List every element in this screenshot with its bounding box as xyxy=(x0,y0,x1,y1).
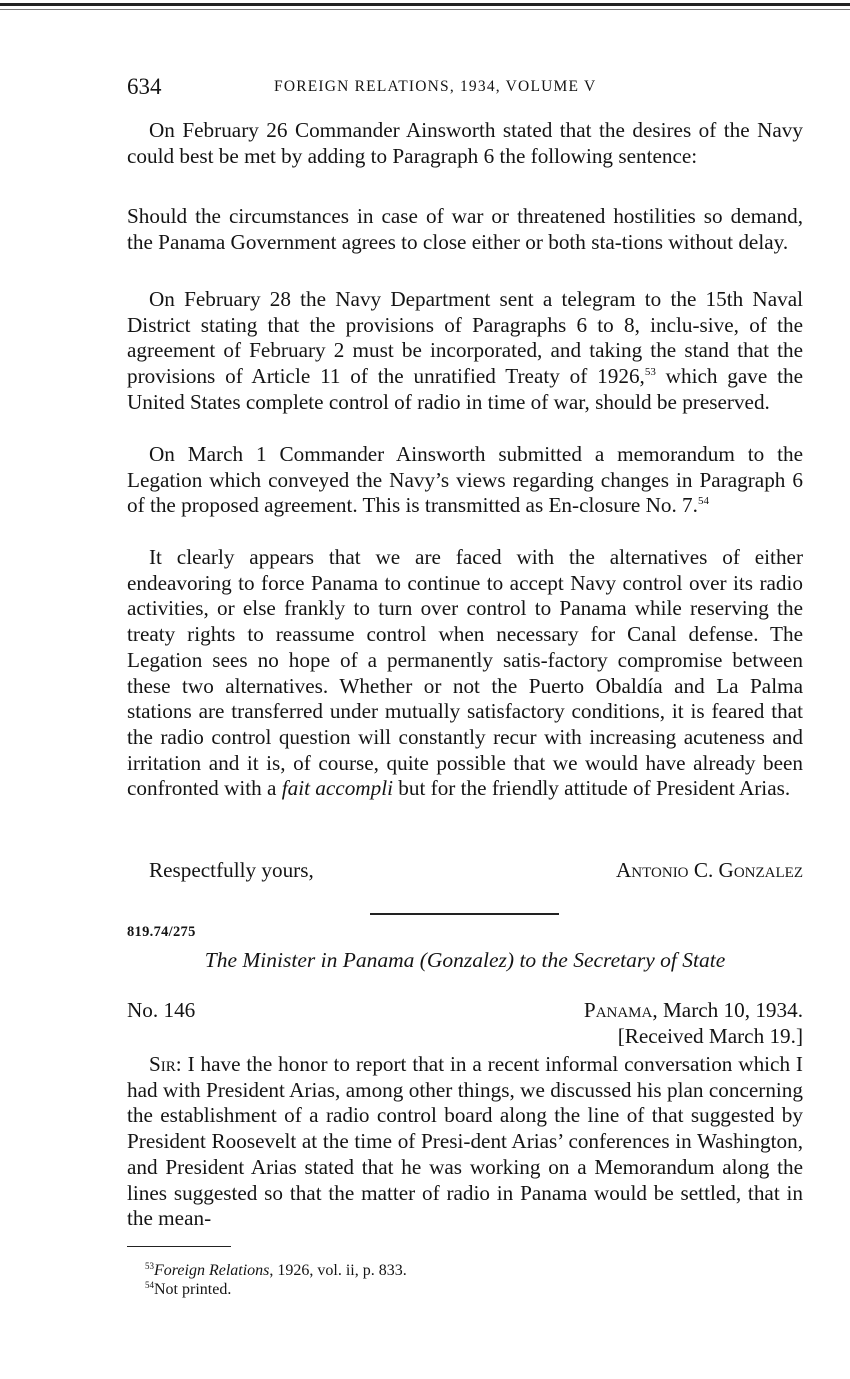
salutation: Sir xyxy=(149,1052,176,1076)
page-number: 634 xyxy=(127,74,162,99)
dateline-place: Panama xyxy=(583,998,653,1022)
footnote-53: $^{53}$Foreign Relations, 1926, vol. ii, p. 833. xyxy=(145,1261,407,1279)
footnote-ref-53[interactable]: 53 xyxy=(644,366,656,379)
letter-body: Sir: I have the honor to report that in a recent informal conversation which I had with President Arias, among other things, we discussed his plan concerning the establishment of a radio control board along the line of that suggested by President Roosevelt at the time of Presi-dent Arias’ conferences in Washington, and President Arias stated that he was working on a Memorandum along the lines suggested so that the matter of radio in Panama would be settled, that in the mean- xyxy=(127,1052,803,1231)
footnote-54: $^{54}$Not printed. xyxy=(145,1280,232,1298)
running-header xyxy=(127,74,803,102)
top-border-rule-thin xyxy=(0,9,850,10)
signature: Antonio C. Gonzalez xyxy=(616,858,803,882)
section-divider xyxy=(370,913,559,915)
footnote-rule xyxy=(127,1246,231,1247)
dateline xyxy=(584,998,803,1049)
paragraph-5: It clearly appears that we are faced with the alternatives of either endeavoring to force Panama to continue to accept Navy control over its radio activities, or else frankly to turn over control to Panama while reserving the treaty rights to reassume control when necessary for Canal defense. The Legation sees no hope of a permanently satis-factory compromise between these two alternatives. Whether or not the Puerto Obaldía and La Palma stations are transferred under mutually satisfactory conditions, it is feared that the radio control question will constantly recur with increasing acuteness and irritation and it is, of course, quite possible that we would have already been confronted with a fait accompli but for the friendly attitude of President Arias. xyxy=(127,545,803,801)
file-number: 819.74/275 xyxy=(127,924,196,940)
top-border-rule xyxy=(0,3,850,6)
document-title: The Minister in Panama (Gonzalez) to the Secretary of State xyxy=(204,948,726,972)
closing: Respectfully yours, xyxy=(149,858,314,882)
footnotes xyxy=(145,1261,407,1299)
signoff xyxy=(127,858,803,884)
running-title: FOREIGN RELATIONS, 1934, VOLUME V xyxy=(274,78,597,95)
document-number: No. 146 xyxy=(127,998,196,1022)
received-note: [Received March 19.] xyxy=(617,1023,803,1048)
dateline-date: , March 10, 1934. xyxy=(652,998,803,1022)
italic-phrase: fait accompli xyxy=(281,776,393,801)
footnote-ref-54[interactable]: 54 xyxy=(697,495,709,508)
paragraph-3: On February 28 the Navy Department sent a telegram to the 15th Naval District stating that the provisions of Paragraphs 6 to 8, inclu-sive, of the agreement of February 2 must be incorporated, and taking the stand that the provisions of Article 11 of the unratified Treaty of 1926,53 which gave the United States complete control of radio in time of war, should be preserved. xyxy=(127,287,803,414)
paragraph-4: On March 1 Commander Ainsworth submitted a memorandum to the Legation which conveyed the Navy’s views regarding changes in Paragraph 6 of the proposed agreement. This is transmitted as En-closure No. 7.54 xyxy=(127,442,803,518)
paragraph-quoted-sentence: Should the circumstances in case of war or threatened hostilities so demand, the Panama Government agrees to close either or both sta-tions without delay. xyxy=(127,204,803,254)
paragraph-1: On February 26 Commander Ainsworth stated that the desires of the Navy could best be met by adding to Paragraph 6 the following sentence: xyxy=(127,118,803,168)
